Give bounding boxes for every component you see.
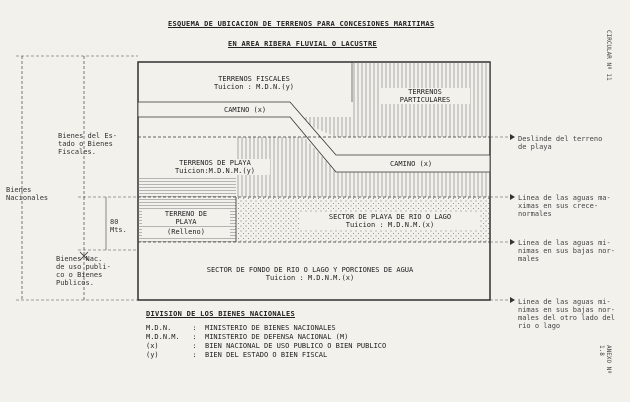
annotation-bienes-estado: Bienes del Es- tado o Bienes Fiscales. (58, 132, 118, 156)
label-terrenos-fiscales: TERRENOS FISCALES (218, 75, 290, 83)
annotation-bienes-uso-publico: Bienes Nac. de uso publi- co o Bienes Publicos. (56, 255, 111, 287)
legend-item: M.D.N. : MINISTERIO DE BIENES NACIONALES (146, 324, 336, 332)
label-relleno: (Relleno) (142, 228, 230, 236)
label-terrenos-playa: TERRENOS DE PLAYA (160, 159, 270, 167)
label-tuicion-playa: Tuicion:M.D.N.M.(y) (160, 167, 270, 175)
label-sector-playa: SECTOR DE PLAYA DE RIO O LAGO (300, 213, 480, 221)
annotation-linea-baja: Linea de las aguas mi- nimas en sus bajas nor- males (518, 239, 615, 263)
legend-title: DIVISION DE LOS BIENES NACIONALES (146, 310, 295, 318)
label-camino-lower: CAMINO (x) (390, 160, 433, 168)
annotation-deslinde: Deslinde del terreno de playa (518, 135, 603, 151)
annotation-distance: 80 Mts. (110, 218, 127, 234)
annotation-bienes-nacionales: Bienes Nacionales (6, 186, 49, 202)
legend-item: (x) : BIEN NACIONAL DE USO PUBLICO O BIEN PUBLICO (146, 342, 387, 350)
margin-anexo: ANEXO Nº 1.8 (598, 345, 612, 374)
label-terreno-playa-relleno: TERRENO DE PLAYA (142, 210, 230, 226)
playa-upper-hhatch (138, 178, 236, 197)
legend-item: M.D.N.M. : MINISTERIO DE DEFENSA NACIONAL (M) (146, 333, 349, 341)
legend-item: (y) : BIEN DEL ESTADO O BIEN FISCAL (146, 351, 328, 359)
label-tuicion-fiscales: Tuicion : M.D.N.(y) (213, 83, 295, 91)
label-tuicion-sector-fondo: Tuicion : M.D.N.M.(x) (265, 274, 355, 282)
title-line-2: EN AREA RIBERA FLUVIAL O LACUSTRE (228, 40, 377, 48)
label-terrenos-particulares: TERRENOS PARTICULARES (380, 88, 470, 104)
label-camino-upper: CAMINO (x) (224, 106, 267, 114)
margin-circular: CIRCULAR Nº 11 (605, 30, 612, 81)
label-tuicion-sector-playa: Tuicion : M.D.N.M.(x) (300, 221, 480, 229)
title-line-1: ESQUEMA DE UBICACION DE TERRENOS PARA CONCESIONES MARITIMAS (168, 20, 435, 28)
label-sector-fondo: SECTOR DE FONDO DE RIO O LAGO Y PORCIONES DE AGUA (206, 266, 414, 274)
annotation-linea-minima: Linea de las aguas mi- nimas en sus bajas nor- males del otro lado del rio o lago (518, 298, 615, 330)
annotation-linea-maxima: Linea de las aguas ma- ximas en sus crece- normales (518, 194, 611, 218)
